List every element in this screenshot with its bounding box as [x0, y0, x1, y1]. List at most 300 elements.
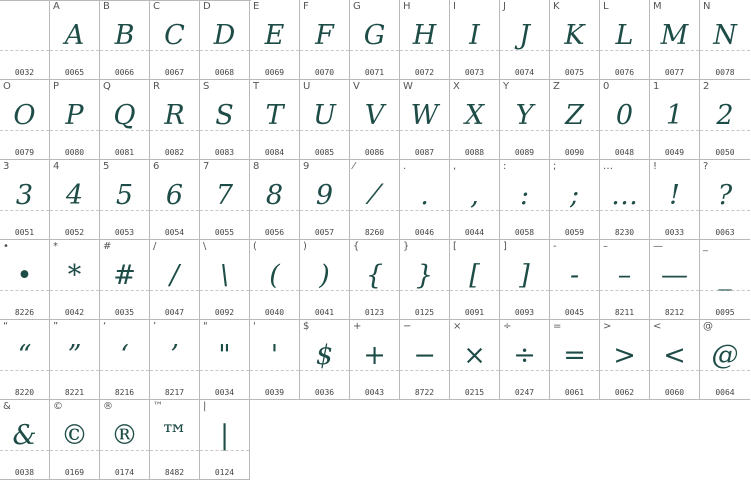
glyph-cell[interactable] — [700, 80, 750, 160]
glyph-code: 0073 — [464, 68, 485, 77]
glyph-preview: 8 — [265, 180, 284, 211]
glyph-cell[interactable] — [300, 0, 350, 80]
glyph-preview: Q — [113, 100, 136, 131]
glyph-cell[interactable] — [500, 160, 550, 240]
glyph-cell-label: 1 — [653, 81, 660, 92]
glyph-preview: W — [410, 100, 439, 131]
glyph-preview: * — [67, 260, 82, 291]
glyph-cell[interactable] — [350, 240, 400, 320]
glyph-cell-label: - — [553, 241, 557, 252]
glyph-code: 8217 — [164, 388, 185, 397]
glyph-code: 0049 — [664, 148, 685, 157]
glyph-cell-label: − — [403, 321, 412, 332]
glyph-cell-label: … — [603, 161, 613, 172]
glyph-preview: N — [713, 20, 737, 51]
glyph-cell[interactable] — [300, 160, 350, 240]
glyph-preview: 0 — [615, 100, 634, 131]
glyph-preview: P — [65, 100, 84, 131]
glyph-cell[interactable] — [100, 160, 150, 240]
glyph-code: 0081 — [114, 148, 135, 157]
glyph-code: 0033 — [664, 228, 685, 237]
glyph-cell-label: • — [3, 241, 9, 252]
glyph-preview: — — [661, 260, 688, 291]
glyph-preview: × — [463, 340, 486, 371]
glyph-preview — [0, 16, 49, 56]
glyph-cell-label: × — [453, 321, 462, 332]
glyph-cell-label: ? — [703, 161, 709, 172]
glyph-cell-label: ⁄ — [353, 161, 355, 172]
glyph-code: 0090 — [564, 148, 585, 157]
glyph-preview: • — [16, 260, 33, 291]
glyph-cell[interactable] — [300, 80, 350, 160]
glyph-cell[interactable] — [550, 160, 600, 240]
glyph-cell-label: ” — [53, 321, 59, 332]
glyph-cell-label: 8 — [253, 161, 260, 172]
glyph-cell[interactable] — [150, 320, 200, 400]
glyph-cell[interactable] — [0, 160, 50, 240]
glyph-code: 0091 — [464, 308, 485, 317]
glyph-preview: 1 — [665, 100, 684, 131]
glyph-cell[interactable] — [0, 400, 50, 480]
glyph-code: 0041 — [314, 308, 335, 317]
glyph-cell[interactable] — [150, 400, 200, 480]
glyph-preview: " — [218, 340, 231, 371]
glyph-code: 0069 — [264, 68, 285, 77]
glyph-preview: T — [265, 100, 284, 131]
glyph-preview: 9 — [315, 180, 334, 211]
glyph-cell[interactable] — [650, 80, 700, 160]
glyph-preview: : — [519, 180, 530, 211]
glyph-cell-label: 4 — [53, 161, 60, 172]
glyph-cell-label: © — [53, 401, 63, 412]
glyph-cell-label: — — [653, 241, 663, 252]
glyph-cell-label: O — [3, 81, 11, 92]
glyph-code: 0078 — [715, 68, 735, 77]
glyph-cell[interactable] — [50, 160, 100, 240]
glyph-code: 0071 — [364, 68, 385, 77]
glyph-code: 0062 — [614, 388, 635, 397]
glyph-cell-label: N — [703, 1, 711, 12]
glyph-cell[interactable] — [550, 320, 600, 400]
glyph-code: 0079 — [14, 148, 35, 157]
glyph-preview: ⁄ — [372, 180, 377, 211]
glyph-preview: [ — [469, 260, 480, 291]
glyph-preview: { — [365, 260, 384, 291]
glyph-cell[interactable] — [50, 400, 100, 480]
glyph-cell[interactable] — [350, 160, 400, 240]
glyph-cell-label: : — [503, 161, 507, 172]
glyph-cell-label: V — [353, 81, 360, 92]
glyph-cell-label: Y — [503, 81, 510, 92]
glyph-code: 8212 — [664, 308, 685, 317]
glyph-preview: ‘ — [120, 340, 129, 371]
glyph-code: 0084 — [264, 148, 285, 157]
glyph-code: 0048 — [614, 148, 635, 157]
glyph-cell-label: 9 — [303, 161, 310, 172]
glyph-code: 0063 — [715, 228, 735, 237]
glyph-code: 0064 — [715, 388, 735, 397]
glyph-preview: ” — [67, 340, 82, 371]
glyph-code: 8220 — [14, 388, 35, 397]
glyph-cell-label: L — [603, 1, 609, 12]
glyph-preview: O — [13, 100, 36, 131]
glyph-preview: } — [415, 260, 434, 291]
glyph-preview: ÷ — [513, 340, 536, 371]
glyph-code: 0053 — [114, 228, 135, 237]
glyph-cell[interactable] — [300, 320, 350, 400]
glyph-code: 0072 — [414, 68, 435, 77]
glyph-cell[interactable] — [500, 240, 550, 320]
glyph-cell[interactable] — [600, 240, 650, 320]
glyph-cell-label: C — [153, 1, 160, 12]
glyph-code: 8230 — [614, 228, 635, 237]
glyph-cell[interactable] — [250, 0, 300, 80]
glyph-preview: … — [611, 180, 638, 211]
glyph-preview: I — [469, 20, 480, 51]
glyph-cell-label: S — [203, 81, 210, 92]
glyph-code: 0068 — [214, 68, 235, 77]
glyph-cell-label: 3 — [3, 161, 10, 172]
glyph-cell-label: “ — [3, 321, 9, 332]
glyph-cell[interactable] — [500, 0, 550, 80]
glyph-cell[interactable] — [100, 240, 150, 320]
glyph-preview: 7 — [215, 180, 234, 211]
glyph-cell-label: ] — [503, 241, 507, 252]
glyph-preview: ’ — [170, 340, 179, 371]
glyph-cell-label: / — [153, 241, 157, 252]
glyph-cell[interactable] — [250, 80, 300, 160]
glyph-cell-label: 6 — [153, 161, 160, 172]
glyph-cell-label: K — [553, 1, 560, 12]
glyph-cell[interactable] — [450, 0, 500, 80]
glyph-cell-label: . — [403, 161, 407, 172]
glyph-cell[interactable] — [600, 160, 650, 240]
glyph-preview: ( — [269, 260, 280, 291]
glyph-cell-label: < — [653, 321, 662, 332]
glyph-preview: A — [64, 20, 85, 51]
glyph-cell[interactable] — [50, 320, 100, 400]
glyph-code: 0125 — [414, 308, 435, 317]
glyph-cell-label: , — [453, 161, 457, 172]
glyph-cell[interactable] — [500, 80, 550, 160]
glyph-preview: 3 — [15, 180, 34, 211]
glyph-preview: @ — [711, 340, 739, 371]
glyph-preview: K — [564, 20, 585, 51]
glyph-cell-label: } — [403, 241, 410, 252]
glyph-preview: U — [313, 100, 336, 131]
glyph-cell-label: ’ — [153, 321, 157, 332]
glyph-cell[interactable] — [400, 240, 450, 320]
glyph-preview: Y — [515, 100, 534, 131]
glyph-cell[interactable] — [0, 320, 50, 400]
glyph-cell[interactable] — [150, 240, 200, 320]
glyph-cell[interactable] — [200, 80, 250, 160]
glyph-preview: X — [464, 100, 485, 131]
glyph-preview: S — [215, 100, 234, 131]
glyph-cell[interactable] — [650, 0, 700, 80]
glyph-cell[interactable] — [200, 160, 250, 240]
glyph-preview: # — [113, 260, 136, 291]
glyph-cell-label: Z — [553, 81, 560, 92]
glyph-cell[interactable] — [450, 160, 500, 240]
glyph-preview: ' — [270, 340, 279, 371]
glyph-code: 0077 — [664, 68, 685, 77]
glyph-cell[interactable] — [450, 240, 500, 320]
glyph-preview: - — [569, 260, 580, 291]
glyph-cell[interactable] — [350, 80, 400, 160]
glyph-code: 0038 — [14, 468, 35, 477]
glyph-cell-label: D — [203, 1, 211, 12]
glyph-cell[interactable] — [0, 0, 50, 80]
glyph-cell[interactable] — [0, 240, 50, 320]
glyph-code: 8226 — [14, 308, 35, 317]
glyph-cell-label: ® — [103, 401, 113, 412]
glyph-cell[interactable] — [550, 80, 600, 160]
glyph-cell[interactable] — [100, 0, 150, 80]
glyph-cell-label: P — [53, 81, 60, 92]
grid-top-border — [0, 0, 251, 1]
glyph-preview: 4 — [65, 180, 84, 211]
glyph-code: 0042 — [64, 308, 85, 317]
glyph-cell[interactable] — [150, 80, 200, 160]
glyph-code: 0055 — [214, 228, 235, 237]
glyph-cell-label: A — [53, 1, 60, 12]
glyph-preview: $ — [315, 340, 334, 371]
glyph-preview: ] — [519, 260, 530, 291]
glyph-code: 0123 — [364, 308, 385, 317]
glyph-preview: R — [164, 100, 185, 131]
glyph-cell-label: Q — [103, 81, 111, 92]
glyph-cell-label: R — [153, 81, 160, 92]
glyph-cell-label: ; — [553, 161, 557, 172]
glyph-cell[interactable] — [0, 80, 50, 160]
glyph-preview: J — [519, 20, 530, 51]
glyph-code: 0088 — [464, 148, 485, 157]
glyph-cell[interactable] — [550, 240, 600, 320]
glyph-code: 0059 — [564, 228, 585, 237]
glyph-code: 0043 — [364, 388, 385, 397]
glyph-cell[interactable] — [100, 400, 150, 480]
glyph-code: 0085 — [314, 148, 335, 157]
glyph-cell[interactable] — [350, 0, 400, 80]
glyph-code: 0035 — [114, 308, 135, 317]
glyph-cell[interactable] — [100, 320, 150, 400]
glyph-code: 8216 — [114, 388, 135, 397]
glyph-cell[interactable] — [250, 320, 300, 400]
glyph-cell[interactable] — [450, 80, 500, 160]
glyph-preview: | — [219, 420, 230, 451]
glyph-code: 8482 — [164, 468, 185, 477]
glyph-cell[interactable] — [400, 80, 450, 160]
glyph-cell-label: B — [103, 1, 110, 12]
glyph-cell[interactable] — [650, 320, 700, 400]
glyph-cell[interactable] — [600, 80, 650, 160]
glyph-preview: B — [114, 20, 135, 51]
glyph-code: 0093 — [514, 308, 535, 317]
glyph-code: 8211 — [614, 308, 635, 317]
glyph-code: 0174 — [114, 468, 135, 477]
glyph-cell-label: E — [253, 1, 260, 12]
glyph-code: 0092 — [214, 308, 235, 317]
glyph-preview: 2 — [716, 100, 734, 131]
glyph-preview: “ — [17, 340, 32, 371]
glyph-cell[interactable] — [50, 0, 100, 80]
glyph-cell-label: ! — [653, 161, 658, 172]
glyph-preview: 5 — [115, 180, 134, 211]
glyph-preview: L — [615, 20, 634, 51]
glyph-code: 0095 — [715, 308, 735, 317]
glyph-cell-label: G — [353, 1, 361, 12]
glyph-cell-label: U — [303, 81, 311, 92]
glyph-code: 0054 — [164, 228, 185, 237]
glyph-cell[interactable] — [550, 0, 600, 80]
glyph-cell-label: | — [203, 401, 207, 412]
glyph-code: 0051 — [14, 228, 35, 237]
glyph-cell-label: M — [653, 1, 662, 12]
glyph-cell[interactable] — [700, 160, 750, 240]
glyph-cell-label: 2 — [703, 81, 710, 92]
glyph-cell[interactable] — [150, 0, 200, 80]
glyph-cell[interactable] — [600, 0, 650, 80]
glyph-cell-label: ÷ — [503, 321, 512, 332]
glyph-code: 8260 — [364, 228, 385, 237]
glyph-cell[interactable] — [200, 320, 250, 400]
glyph-code: 0169 — [64, 468, 85, 477]
glyph-cell-label: * — [53, 241, 58, 252]
glyph-code: 0070 — [314, 68, 335, 77]
glyph-preview: + — [363, 340, 386, 371]
glyph-code: 0060 — [664, 388, 685, 397]
glyph-cell-label: X — [453, 81, 460, 92]
glyph-cell[interactable] — [650, 160, 700, 240]
glyph-cell[interactable] — [250, 160, 300, 240]
glyph-cell[interactable] — [450, 320, 500, 400]
glyph-cell[interactable] — [100, 80, 150, 160]
glyph-code: 0215 — [464, 388, 485, 397]
glyph-cell-label: T — [253, 81, 260, 92]
glyph-cell-label: _ — [703, 241, 708, 252]
glyph-cell-label: = — [553, 321, 562, 332]
glyph-cell[interactable] — [400, 320, 450, 400]
glyph-cell[interactable] — [600, 320, 650, 400]
glyph-cell-label: ) — [303, 241, 307, 252]
glyph-preview: H — [412, 20, 437, 51]
glyph-preview: = — [563, 340, 586, 371]
glyph-cell-label: 7 — [203, 161, 210, 172]
glyph-preview: − — [413, 340, 436, 371]
glyph-code: 0039 — [264, 388, 285, 397]
glyph-preview: ? — [717, 180, 733, 211]
glyph-cell-label: J — [503, 1, 506, 12]
glyph-preview: ; — [569, 180, 580, 211]
glyph-preview: V — [364, 100, 385, 131]
glyph-cell-label: # — [103, 241, 112, 252]
glyph-cell-label: " — [203, 321, 208, 332]
glyph-cell[interactable] — [200, 400, 250, 480]
glyph-cell[interactable] — [700, 240, 750, 320]
glyph-cell-label: @ — [703, 321, 713, 332]
glyph-code: 0065 — [64, 68, 85, 77]
glyph-cell-label: I — [453, 1, 456, 12]
glyph-cell[interactable] — [50, 240, 100, 320]
glyph-code: 0087 — [414, 148, 435, 157]
glyph-cell[interactable] — [700, 320, 750, 400]
glyph-code: 0036 — [314, 388, 335, 397]
glyph-cell[interactable] — [700, 0, 750, 80]
glyph-cell-label: 5 — [103, 161, 110, 172]
glyph-code: 0086 — [364, 148, 385, 157]
glyph-code: 0047 — [164, 308, 185, 317]
glyph-code: 0074 — [514, 68, 535, 77]
glyph-preview: _ — [718, 260, 732, 291]
glyph-cell[interactable] — [500, 320, 550, 400]
glyph-preview: < — [663, 340, 686, 371]
glyph-code: 0089 — [514, 148, 535, 157]
glyph-code: 0058 — [514, 228, 535, 237]
glyph-code: 0056 — [264, 228, 285, 237]
glyph-preview: G — [363, 20, 386, 51]
glyph-cell[interactable] — [400, 160, 450, 240]
glyph-cell[interactable] — [200, 0, 250, 80]
glyph-preview: 6 — [165, 180, 184, 211]
glyph-code: 0067 — [164, 68, 185, 77]
glyph-preview: \ — [219, 260, 230, 291]
glyph-cell[interactable] — [300, 240, 350, 320]
glyph-cell-label: + — [353, 321, 362, 332]
glyph-preview: ® — [111, 420, 138, 451]
glyph-code: 0061 — [564, 388, 585, 397]
glyph-code: 0124 — [214, 468, 235, 477]
glyph-code: 0247 — [514, 388, 535, 397]
glyph-cell[interactable] — [150, 160, 200, 240]
glyph-preview: D — [213, 20, 236, 51]
glyph-cell-label: \ — [203, 241, 207, 252]
glyph-cell[interactable] — [650, 240, 700, 320]
glyph-preview: . — [420, 180, 429, 211]
glyph-code: 0075 — [564, 68, 585, 77]
glyph-code: 0076 — [614, 68, 635, 77]
glyph-cell-label: $ — [303, 321, 310, 332]
glyph-cell-label: > — [603, 321, 612, 332]
glyph-cell-label: F — [303, 1, 309, 12]
glyph-code: 0032 — [14, 68, 35, 77]
glyph-preview: / — [169, 260, 180, 291]
glyph-cell-label: { — [353, 241, 360, 252]
glyph-cell-label: ‘ — [103, 321, 107, 332]
glyph-cell-label: H — [403, 1, 411, 12]
glyph-code: 0046 — [414, 228, 435, 237]
glyph-code: 0044 — [464, 228, 485, 237]
glyph-preview: ! — [669, 180, 680, 211]
glyph-cell[interactable] — [250, 240, 300, 320]
glyph-cell-label: [ — [453, 241, 457, 252]
glyph-cell[interactable] — [400, 0, 450, 80]
glyph-cell-label: & — [3, 401, 11, 412]
glyph-cell[interactable] — [50, 80, 100, 160]
glyph-cell-label: – — [603, 241, 608, 252]
glyph-code: 0034 — [214, 388, 235, 397]
glyph-preview: & — [12, 420, 37, 451]
glyph-code: 0083 — [214, 148, 235, 157]
glyph-cell-label: ' — [253, 321, 256, 332]
glyph-code: 0050 — [715, 148, 735, 157]
glyph-code: 0052 — [64, 228, 85, 237]
glyph-preview: ™ — [161, 420, 188, 451]
glyph-code: 0080 — [64, 148, 85, 157]
glyph-preview: F — [315, 20, 334, 51]
glyph-cell[interactable] — [350, 320, 400, 400]
glyph-cell[interactable] — [200, 240, 250, 320]
